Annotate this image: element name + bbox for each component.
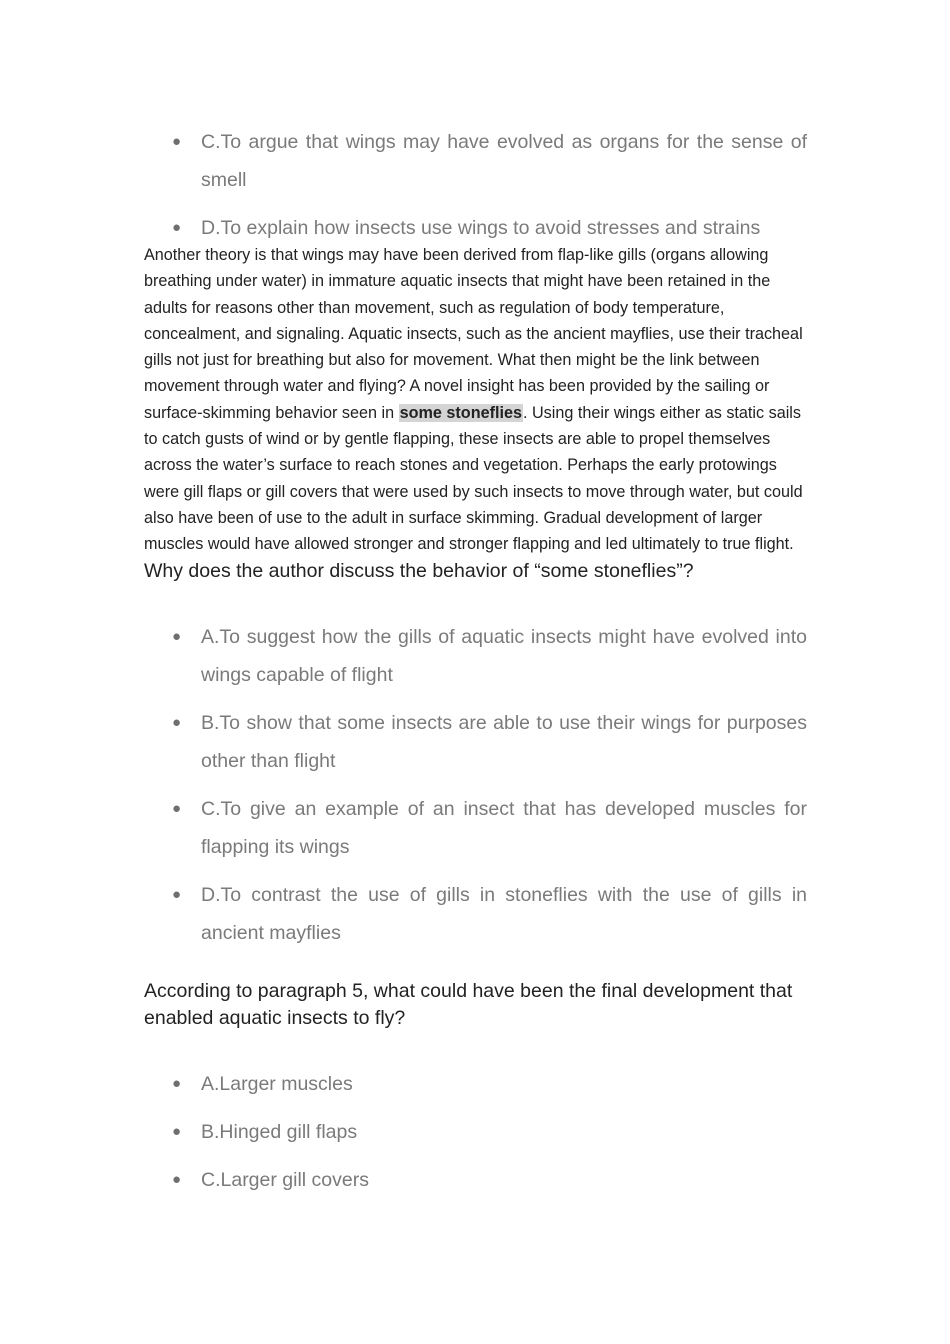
- question-prompt: According to paragraph 5, what could have been the final development that enabled aquatic insects to fly?: [144, 980, 793, 1029]
- question-options: [144, 1065, 807, 1199]
- option-text: C.Larger gill covers: [201, 1169, 369, 1192]
- bullet-icon: ●: [172, 1075, 182, 1093]
- question-options: [144, 618, 807, 952]
- option-b[interactable]: [144, 1113, 807, 1151]
- option-text: B.Hinged gill flaps: [201, 1121, 358, 1144]
- option-text: C.To give an example of an insect that has developed muscles for flapping its wings: [201, 798, 807, 859]
- bullet-icon: ●: [172, 133, 182, 150]
- option-d[interactable]: [144, 876, 807, 952]
- bullet-icon: ●: [172, 1171, 182, 1189]
- option-text: A.To suggest how the gills of aquatic insects might have evolved into wings capable of flight: [201, 626, 807, 687]
- bullet-icon: ●: [172, 219, 182, 236]
- passage-paragraph: [144, 242, 807, 558]
- previous-question-options: [144, 123, 807, 247]
- option-text: C.To argue that wings may have evolved as organs for the sense of smell: [201, 131, 807, 191]
- highlighted-phrase: some stoneflies: [399, 403, 522, 422]
- option-b[interactable]: [144, 704, 807, 780]
- bullet-icon: ●: [172, 714, 182, 732]
- bullet-icon: ●: [172, 1123, 182, 1141]
- bullet-icon: ●: [172, 800, 182, 818]
- question-prompt: Why does the author discuss the behavior of “some stoneflies”?: [144, 559, 694, 582]
- option-c[interactable]: [144, 1161, 807, 1199]
- option-text: A.Larger muscles: [201, 1073, 353, 1096]
- option-text: B.To show that some insects are able to use their wings for purposes other than flight: [201, 712, 807, 773]
- passage-text-before: Another theory is that wings may have been derived from flap-like gills (organs allowing breathing under water) in immature aquatic insects that might have been retained in the adults for reasons other than movement, such as regulation of body temperature, concealment, and signaling. Aquatic insects, such as the ancient mayflies, use their tracheal gills not just for breathing but also for movement. What then might be the link between movement through water and flying? A novel insight has been provided by the sailing or surface-skimming behavior seen in: [144, 246, 803, 422]
- option-d[interactable]: [144, 209, 807, 247]
- option-a[interactable]: [144, 618, 807, 694]
- bullet-icon: ●: [172, 886, 182, 904]
- document-page: [144, 0, 807, 1199]
- option-c[interactable]: [144, 123, 807, 199]
- option-text: D.To explain how insects use wings to avoid stresses and strains: [201, 217, 761, 239]
- passage-text-after: . Using their wings either as static sails to catch gusts of wind or by gentle flapping, these insects are able to propel themselves across the water’s surface to reach stones and vegetation. Perhaps the early protowings were gill flaps or gill covers that were used by such insects to move through water, but could also have been of use to the adult in surface skimming. Gradual development of larger muscles would have allowed stronger and stronger flapping and led ultimately to true flight.: [144, 403, 803, 554]
- option-a[interactable]: [144, 1065, 807, 1103]
- option-c[interactable]: [144, 790, 807, 866]
- option-text: D.To contrast the use of gills in stoneflies with the use of gills in ancient mayflies: [201, 884, 807, 945]
- bullet-icon: ●: [172, 628, 182, 646]
